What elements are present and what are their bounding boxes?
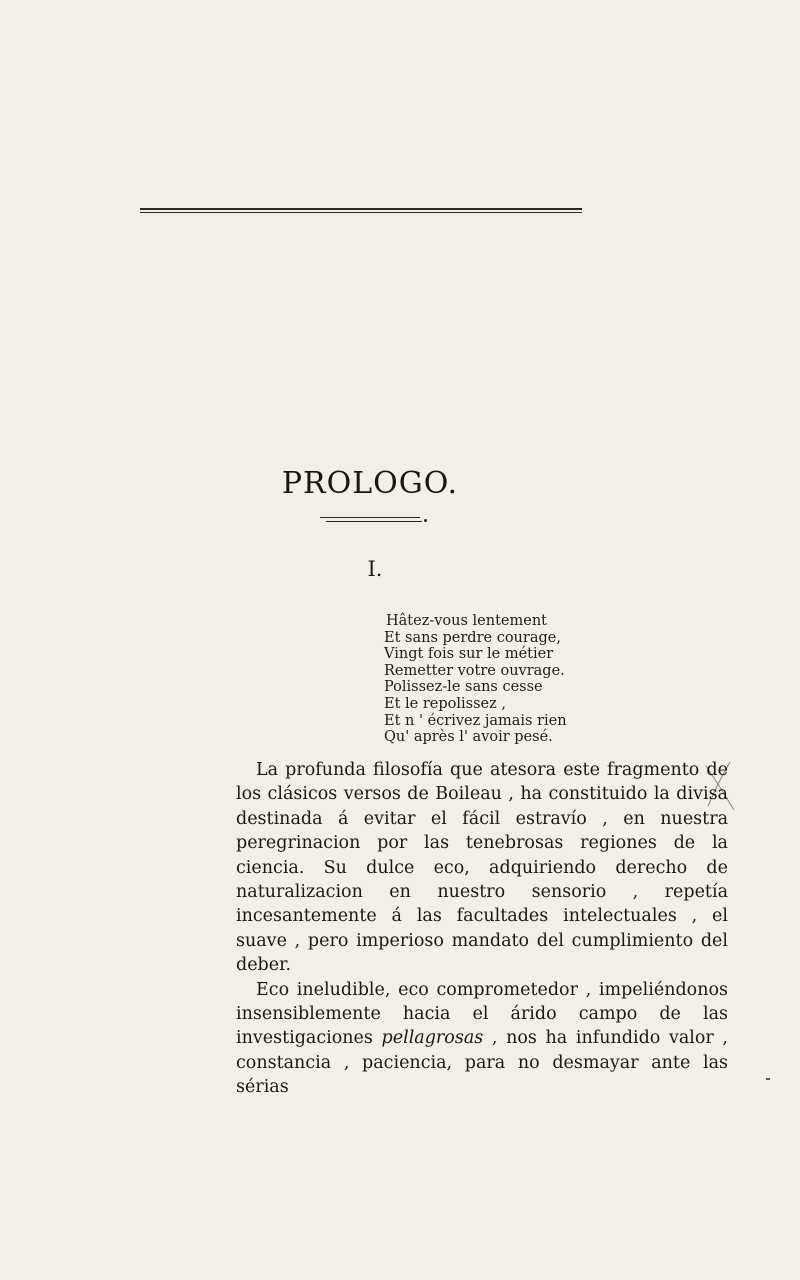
paragraph-1: La profunda filosofía que atesora este fragmento de los clásicos versos de Boileau , ha constituido la divisa destinada á evitar el fácil estravío , en nuestra peregrinacion por las tenebrosas regiones de la ciencia. Su dulce eco, adquiriendo derecho de naturalizacion en nuestro sensorio , repetía incesantemente á las facultades intelectuales , el suave , pero imperioso mandato del cumplimiento del deber. [236,760,728,976]
verse-line: Remetter votre ouvrage. [384,662,565,679]
verse-line: Hâtez-vous lentement [386,613,548,629]
title-ornament-rule [320,517,430,523]
page-title: PROLOGO. [281,466,459,501]
verse-line: Et le repolissez , [384,695,506,712]
paragraph-2 [236,978,728,1100]
body-text [236,758,728,1100]
verse-line: Qu' après l' avoir pesé. [384,729,553,746]
stray-mark [766,1078,770,1080]
section-number: I. [367,557,383,581]
paragraph-2-end: , nos ha infundido valor , constancia , paciencia, para no desmayar ante las sérias [236,1028,728,1098]
verse-line: Polissez-le sans cesse [384,679,543,696]
verse-line: Vingt fois sur le métier [384,646,554,663]
paragraph-2-start: Eco ineludible, eco comprometedor , impeliéndonos insensiblemente hacia el árido campo de las investigaciones [236,979,728,1049]
verse-line: Et sans perdre courage, [384,629,561,646]
italic-term: pellagrosas [381,1028,484,1049]
epigraph-verse [384,613,644,746]
top-double-rule [140,208,582,214]
verse-line: Et n ' écrivez jamais rien [384,712,567,729]
